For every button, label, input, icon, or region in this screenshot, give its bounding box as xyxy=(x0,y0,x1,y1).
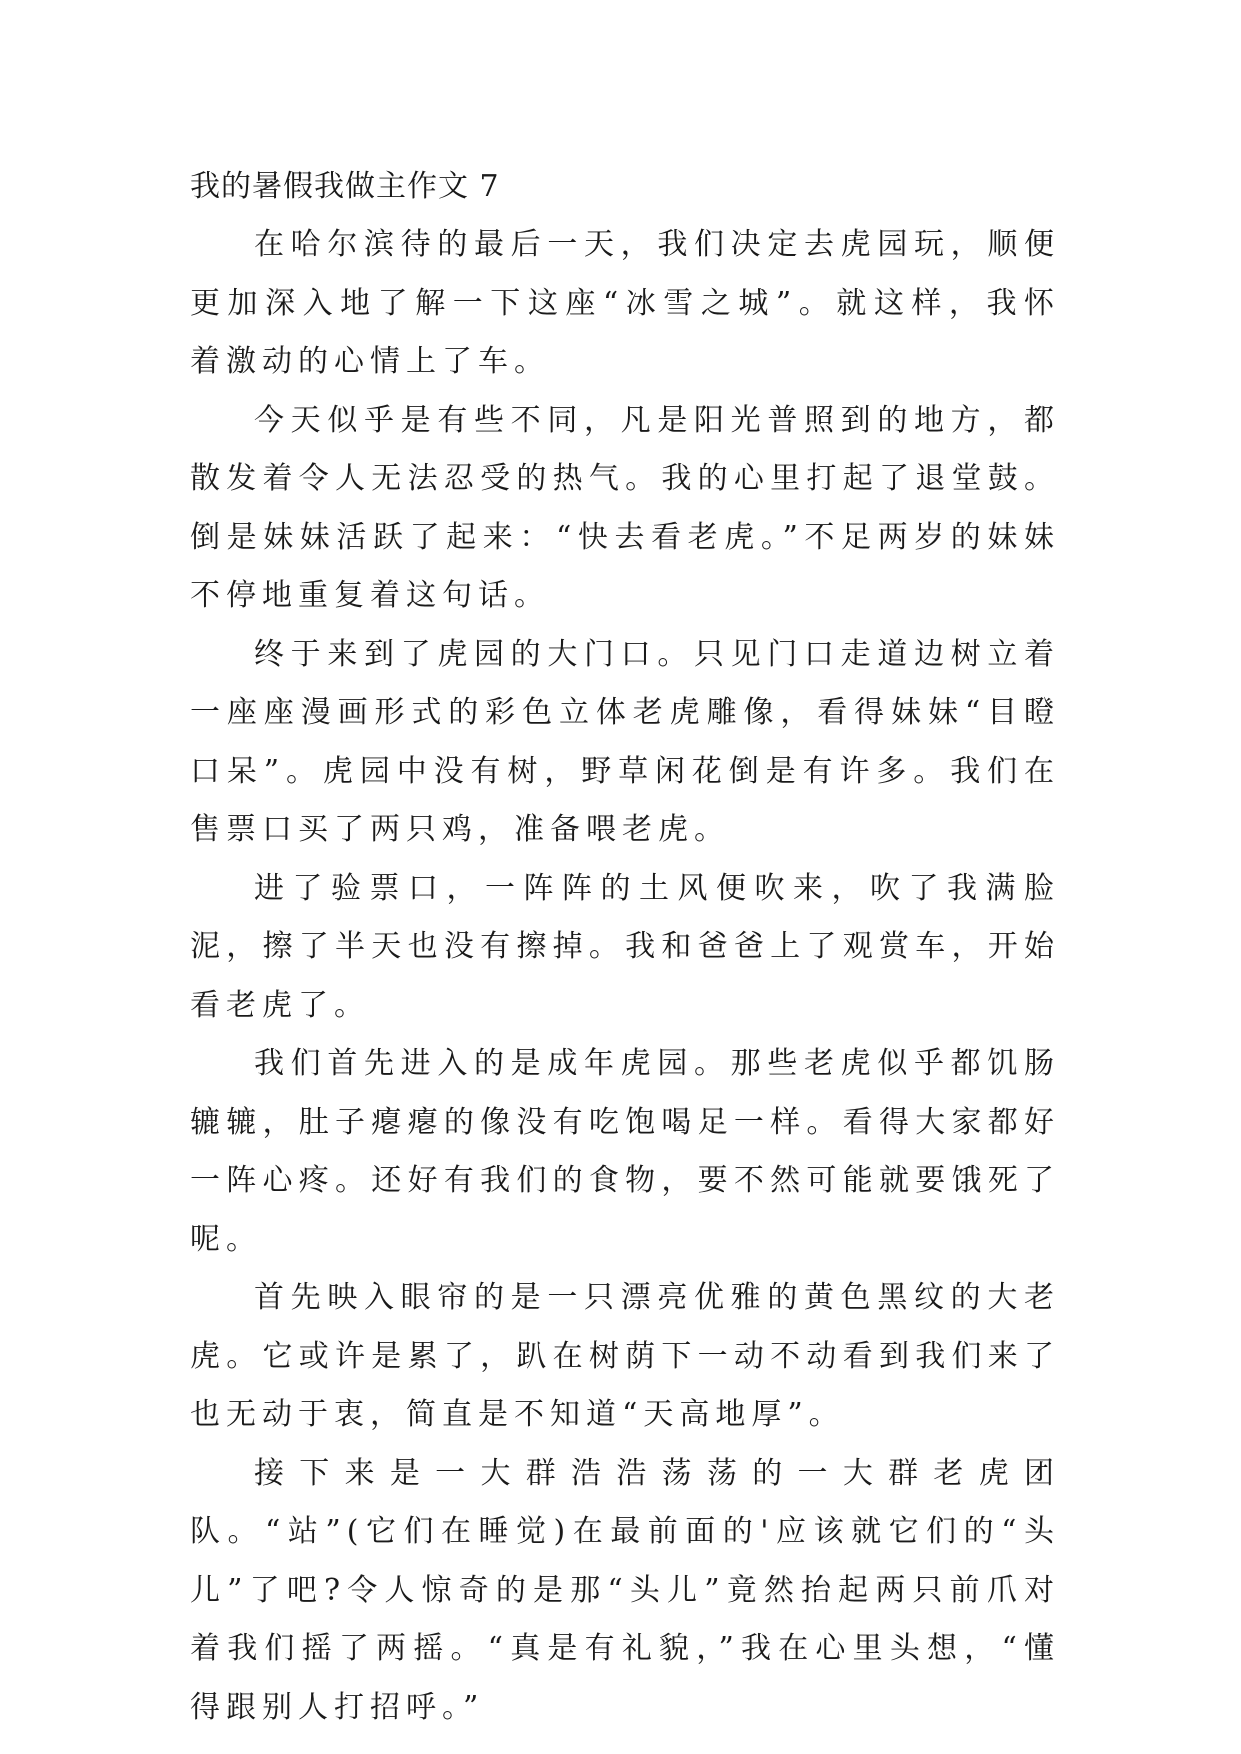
document-title: 我的暑假我做主作文 7 xyxy=(190,169,500,204)
paragraph-4: 进了验票口，一阵阵的土风便吹来，吹了我满脸泥，擦了半天也没有擦掉。我和爸爸上了观赏车，开始看老虎了。 xyxy=(190,870,1060,1023)
paragraph-2: 今天似乎是有些不同，凡是阳光普照到的地方，都散发着令人无法忍受的热气。我的心里打起了退堂鼓。倒是妹妹活跃了起来：“快去看老虎。”不足两岁的妹妹不停地重复着这句话。 xyxy=(190,402,1060,613)
paragraph-3: 终于来到了虎园的大门口。只见门口走道边树立着一座座漫画形式的彩色立体老虎雕像，看得妹妹“目瞪口呆”。虎园中没有树，野草闲花倒是有许多。我们在售票口买了两只鸡，准备喂老虎。 xyxy=(190,636,1060,847)
document-page xyxy=(190,158,1060,1737)
paragraph-1: 在哈尔滨待的最后一天，我们决定去虎园玩，顺便更加深入地了解一下这座“冰雪之城”。就这样，我怀着激动的心情上了车。 xyxy=(190,227,1060,379)
paragraph-6: 首先映入眼帘的是一只漂亮优雅的黄色黑纹的大老虎。它或许是累了，趴在树荫下一动不动看到我们来了也无动于衷，简直是不知道“天高地厚”。 xyxy=(190,1280,1060,1432)
paragraph-7: 接下来是一大群浩浩荡荡的一大群老虎团队。“站”(它们在睡觉)在最前面的'应该就它们的“头儿”了吧?令人惊奇的是那“头儿”竟然抬起两只前爪对着我们摇了两摇。“真是有礼貌，”我在心里头想，“懂得跟别人打招呼。” xyxy=(190,1455,1060,1725)
paragraph-5: 我们首先进入的是成年虎园。那些老虎似乎都饥肠辘辘，肚子瘪瘪的像没有吃饱喝足一样。看得大家都好一阵心疼。还好有我们的食物，要不然可能就要饿死了呢。 xyxy=(190,1046,1060,1257)
